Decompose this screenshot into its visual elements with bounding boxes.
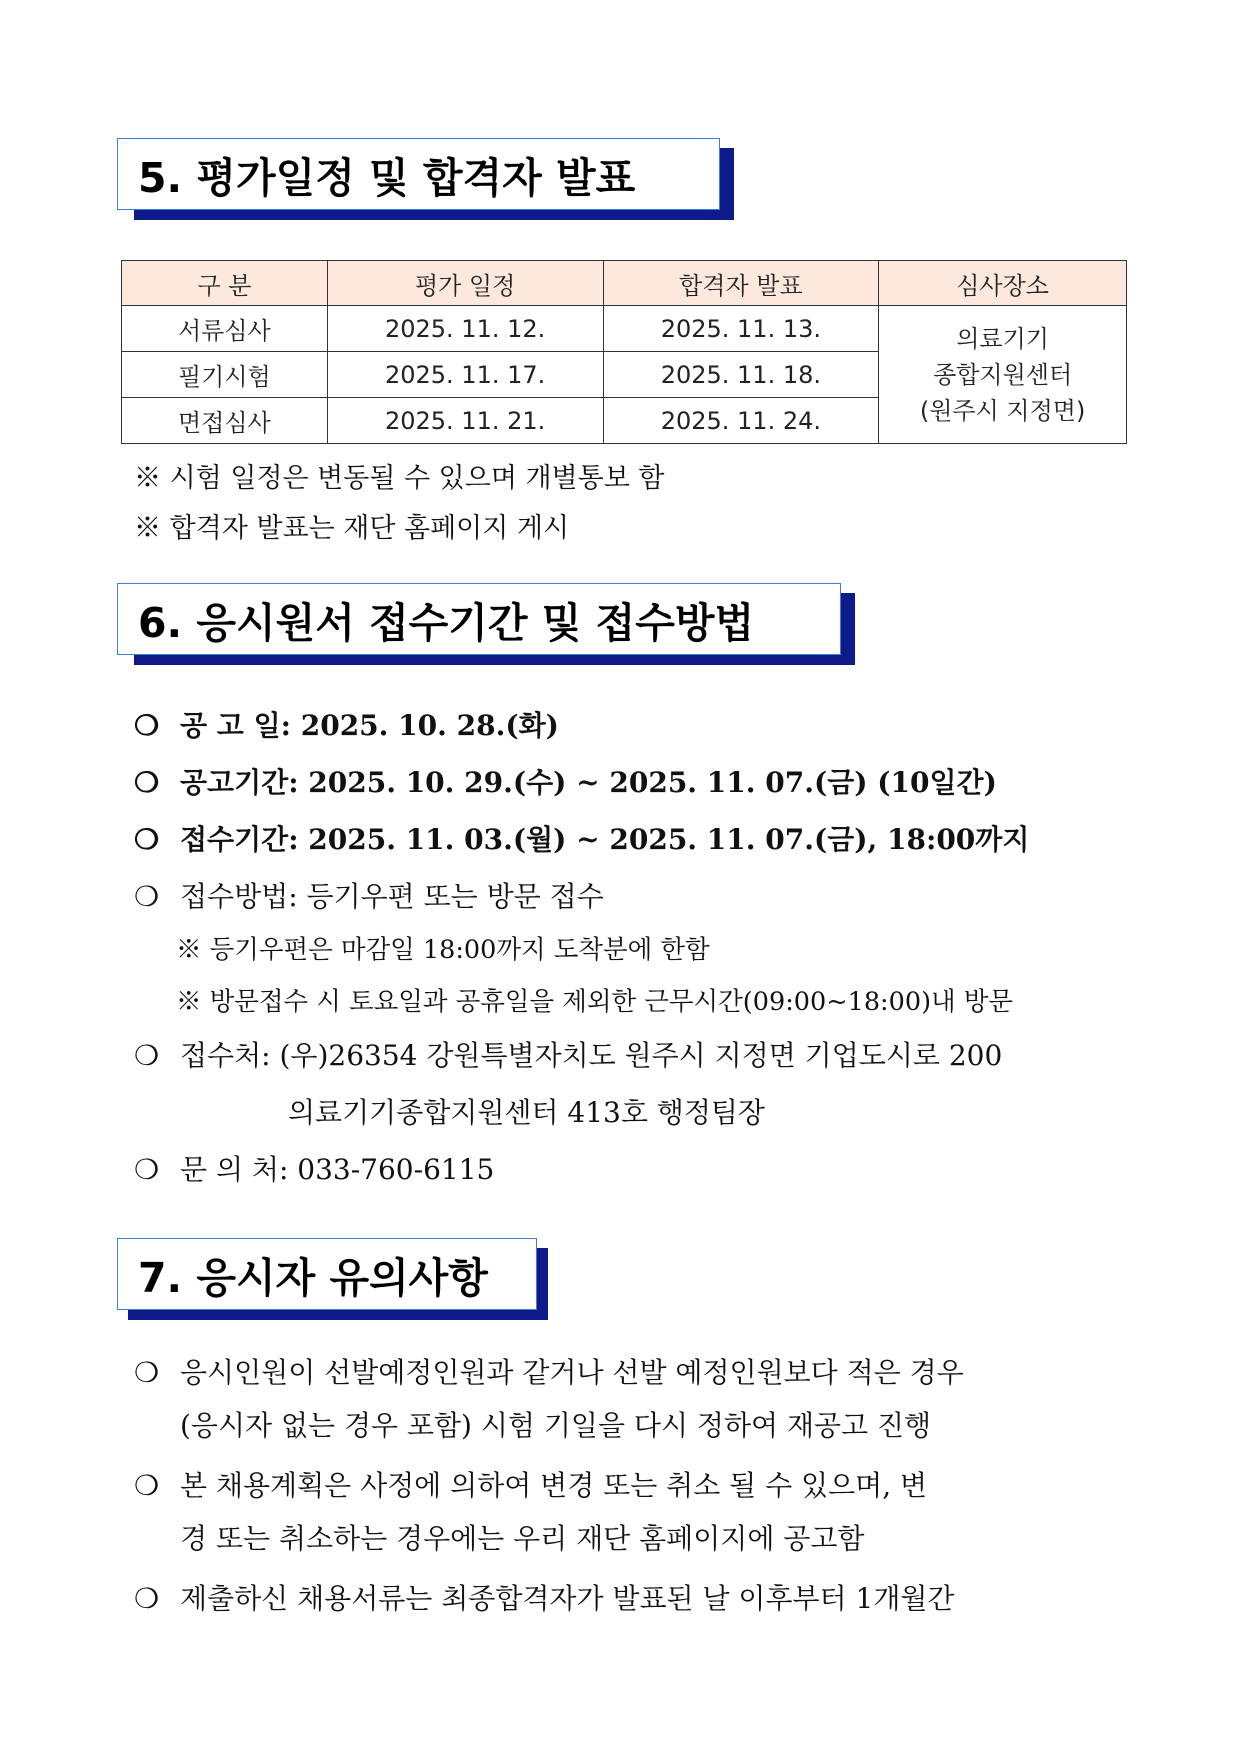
bullet-icon: ❍: [134, 1039, 160, 1072]
place-line: (원주시 지정면): [919, 396, 1086, 425]
item-text: 접수기간: 2025. 11. 03.(월) ~ 2025. 11. 07.(금), 18:00까지: [180, 823, 1030, 856]
section-5-title: 5. 평가일정 및 합격자 발표: [117, 138, 720, 210]
table-header-cell: 합격자 발표: [603, 261, 879, 306]
table-cell-type: 서류심사: [122, 306, 328, 352]
table-cell-announce-date: 2025. 11. 24.: [603, 398, 879, 444]
table-cell-eval-date: 2025. 11. 12.: [327, 306, 603, 352]
item-text: 접수방법: 등기우편 또는 방문 접수: [180, 880, 604, 913]
bullet-icon: ❍: [134, 1153, 160, 1186]
bullet-icon: ❍: [134, 823, 160, 856]
bullet-icon: ❍: [134, 709, 160, 742]
table-header-cell: 구 분: [122, 261, 328, 306]
notice-period-item: [134, 761, 997, 801]
announce-note: ※ 합격자 발표는 재단 홈페이지 게시: [134, 513, 570, 544]
item-text-continued: 경 또는 취소하는 경우에는 우리 재단 홈페이지에 공고함: [180, 1522, 865, 1555]
section-7-title: 7. 응시자 유의사항: [117, 1238, 537, 1310]
caution-item: [134, 1572, 954, 1625]
contact-item: [134, 1148, 494, 1188]
table-header-row: [122, 261, 1127, 306]
item-text: 제출하신 채용서류는 최종합격자가 발표된 날 이후부터 1개월간: [180, 1582, 955, 1615]
caution-item: [134, 1346, 964, 1452]
item-text-continued: (응시자 없는 경우 포함) 시험 기일을 다시 정하여 재공고 진행: [180, 1409, 932, 1442]
address-item: [134, 1034, 1002, 1074]
section-6-title: 6. 응시원서 접수기간 및 접수방법: [117, 583, 841, 655]
visit-note: ※ 방문접수 시 토요일과 공휴일을 제외한 근무시간(09:00~18:00)내 방문: [176, 987, 1014, 1017]
bullet-icon: ❍: [134, 1469, 160, 1502]
bullet-icon: ❍: [134, 1582, 160, 1615]
item-text: 공고기간: 2025. 10. 29.(수) ~ 2025. 11. 07.(금) (10일간): [180, 766, 997, 799]
schedule-table: [121, 260, 1127, 444]
table-cell-place: [879, 306, 1127, 444]
item-text: 응시인원이 선발예정인원과 같거나 선발 예정인원보다 적은 경우: [180, 1356, 964, 1389]
item-text: 접수처: (우)26354 강원특별자치도 원주시 지정면 기업도시로 200: [180, 1039, 1003, 1072]
receipt-method-item: [134, 875, 604, 915]
bullet-icon: ❍: [134, 766, 160, 799]
notice-date-item: [134, 704, 559, 744]
table-cell-announce-date: 2025. 11. 18.: [603, 352, 879, 398]
schedule-note: ※ 시험 일정은 변동될 수 있으며 개별통보 함: [134, 463, 665, 494]
table-cell-eval-date: 2025. 11. 17.: [327, 352, 603, 398]
item-text: 공 고 일: 2025. 10. 28.(화): [180, 709, 559, 742]
table-cell-type: 필기시험: [122, 352, 328, 398]
item-text: 문 의 처: 033-760-6115: [180, 1153, 495, 1186]
place-line: 의료기기: [956, 324, 1049, 353]
item-text: 본 채용계획은 사정에 의하여 변경 또는 취소 될 수 있으며, 변: [180, 1469, 928, 1502]
table-cell-type: 면접심사: [122, 398, 328, 444]
table-row: [122, 306, 1127, 352]
table-cell-announce-date: 2025. 11. 13.: [603, 306, 879, 352]
address-continuation: 의료기기종합지원센터 413호 행정팀장: [288, 1096, 765, 1129]
bullet-icon: ❍: [134, 880, 160, 913]
place-line: 종합지원센터: [933, 360, 1073, 389]
table-header-cell: 심사장소: [879, 261, 1127, 306]
mail-note: ※ 등기우편은 마감일 18:00까지 도착분에 한함: [176, 935, 710, 965]
bullet-icon: ❍: [134, 1356, 160, 1389]
receipt-period-item: [134, 818, 1029, 858]
table-cell-eval-date: 2025. 11. 21.: [327, 398, 603, 444]
table-header-cell: 평가 일정: [327, 261, 603, 306]
caution-item: [134, 1459, 927, 1565]
